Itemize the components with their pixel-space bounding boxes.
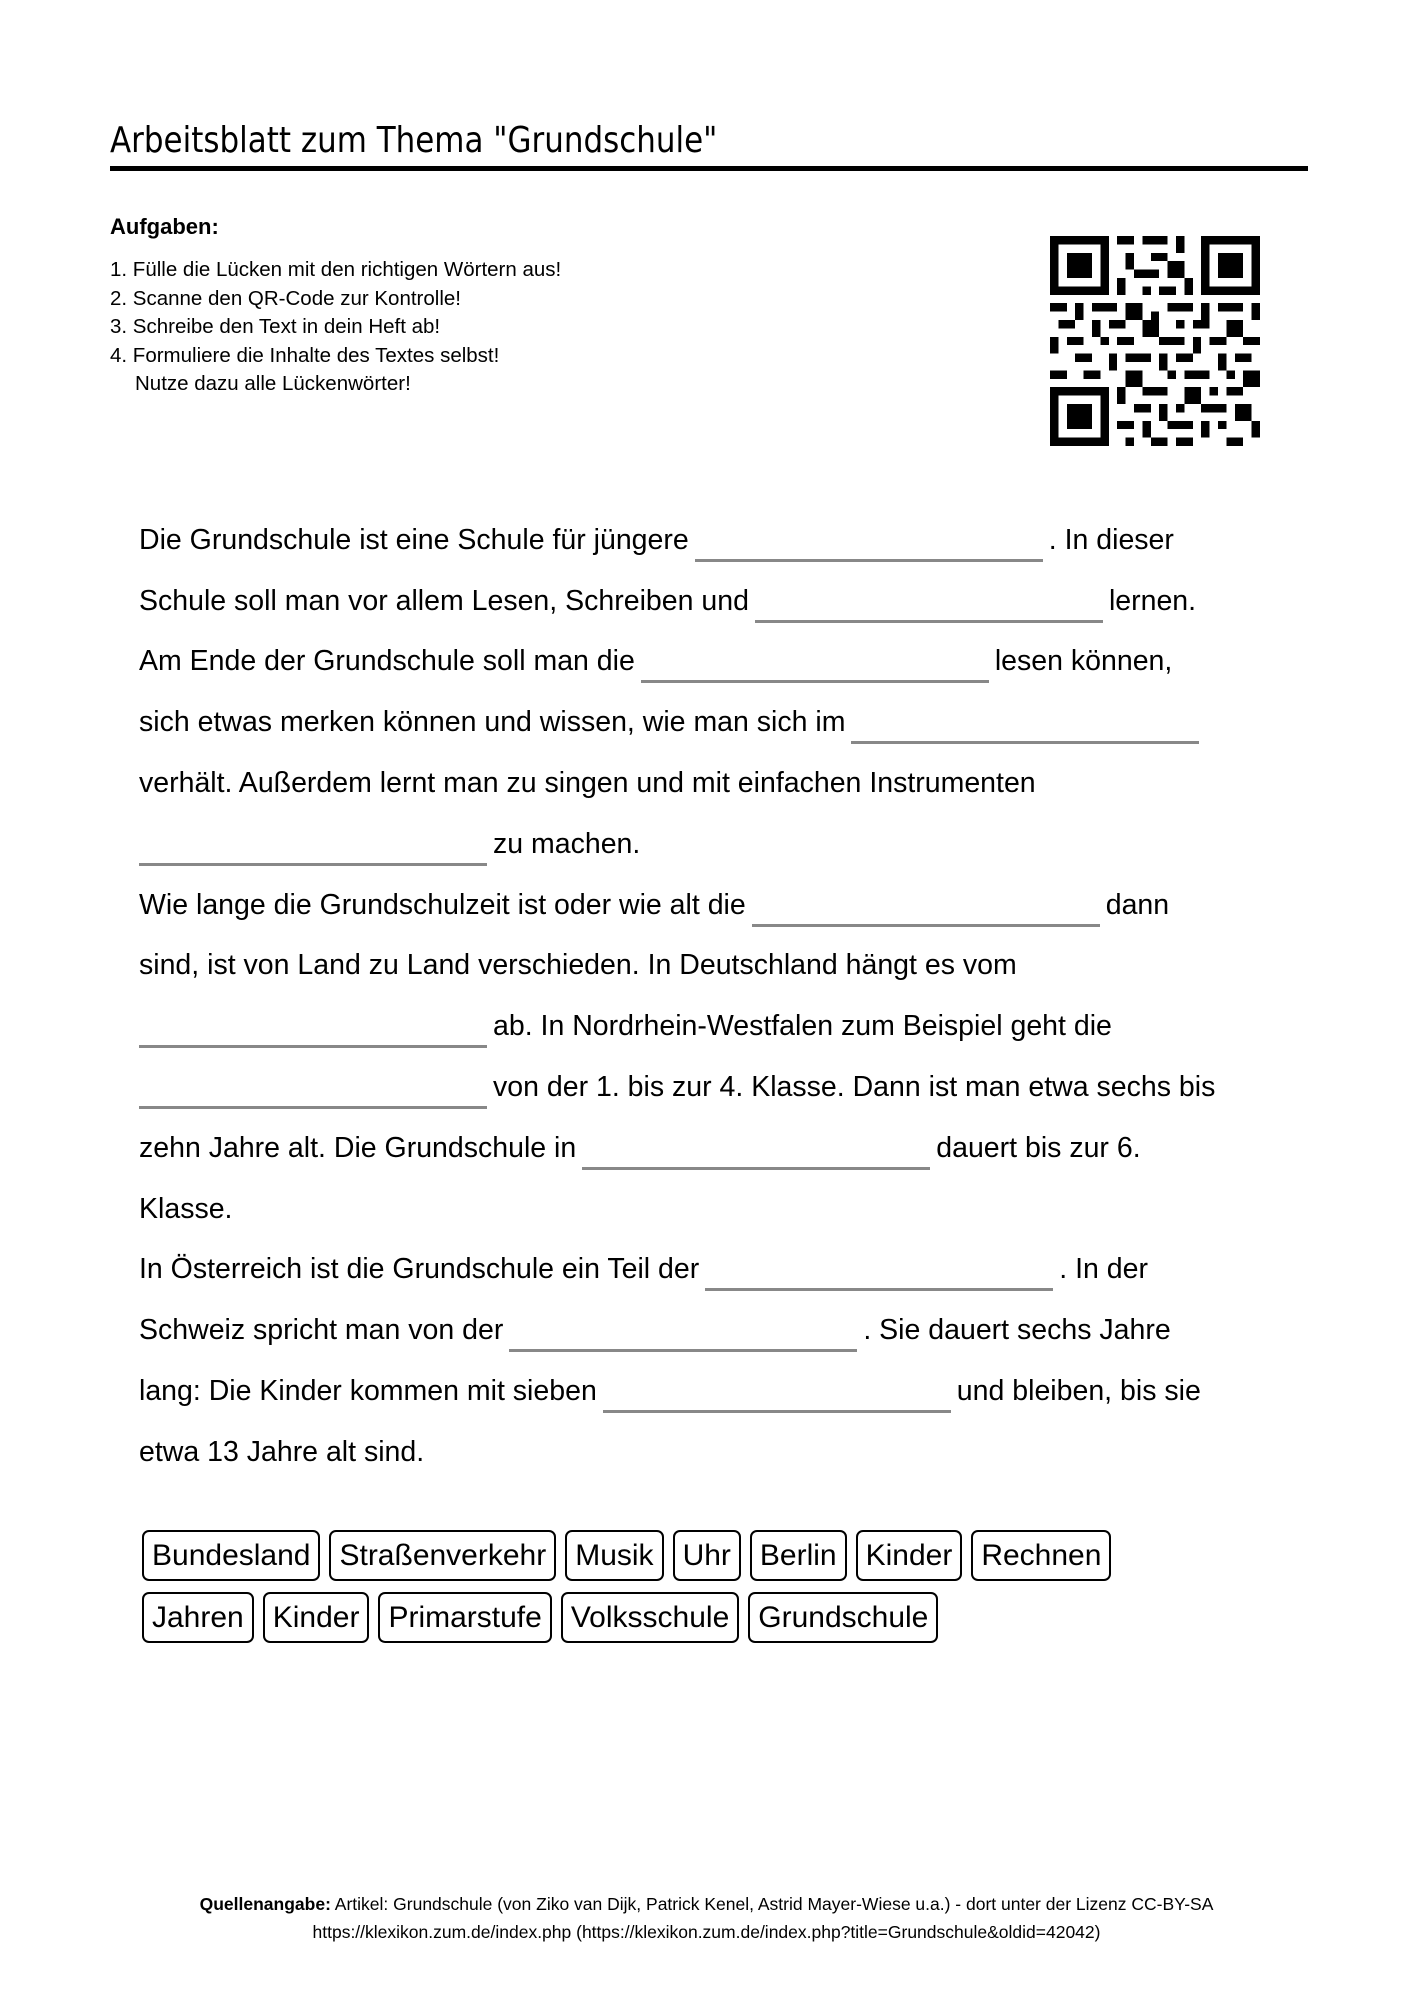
word-chip[interactable]: Kinder [856,1530,963,1581]
text-segment: Wie lange die Grundschulzeit ist oder wie alt die [139,888,746,921]
text-line [139,510,1299,571]
text-line [139,692,1299,753]
answer-gap[interactable] [851,741,1199,744]
answer-gap[interactable] [139,863,487,866]
answer-gap[interactable] [752,924,1100,927]
text-segment: Am Ende der Grundschule soll man die [139,645,635,678]
text-segment: und bleiben, bis sie [956,1375,1201,1408]
word-chip[interactable]: Berlin [750,1530,847,1581]
word-bank-row [142,1592,1262,1643]
text-segment: In Österreich ist die Grundschule ein Teil der [139,1253,700,1286]
text-segment: . In dieser [1048,523,1174,556]
text-line [139,1118,1299,1179]
text-segment: zu machen. [493,827,641,860]
text-line [139,814,1299,875]
source-url[interactable]: https://klexikon.zum.de/index.php (https://klexikon.zum.de/index.php?title=Grundschule&oldid=42042) [312,1922,1101,1942]
text-line [139,1179,1299,1240]
text-segment: lernen. [1108,584,1197,617]
answer-gap[interactable] [705,1288,1053,1291]
cloze-text [139,510,1299,1483]
text-segment: lesen können, [994,645,1173,678]
word-chip[interactable]: Rechnen [971,1530,1111,1581]
text-line [139,1361,1299,1422]
word-bank-row [142,1530,1262,1581]
text-line [139,1240,1299,1301]
word-chip[interactable]: Volksschule [561,1592,739,1643]
answer-gap[interactable] [755,620,1103,623]
task-item: 4. Formuliere die Inhalte des Textes selbst! [110,343,500,367]
text-line [139,753,1299,814]
text-segment: . In der [1059,1253,1148,1286]
text-segment: Die Grundschule ist eine Schule für jüngere [139,523,689,556]
text-line [139,1422,1299,1483]
answer-gap[interactable] [139,1106,487,1109]
task-item: 1. Fülle die Lücken mit den richtigen Wörtern aus! [110,258,562,281]
word-chip[interactable]: Straßenverkehr [329,1530,556,1581]
qr-code-icon[interactable] [1050,236,1260,446]
answer-gap[interactable] [509,1349,857,1352]
text-segment: Klasse. [139,1192,233,1225]
source-line-1 [110,1890,1303,1918]
text-line [139,996,1299,1057]
word-chip[interactable]: Primarstufe [378,1592,551,1643]
word-chip[interactable]: Grundschule [748,1592,938,1643]
text-line [139,632,1299,693]
answer-gap[interactable] [695,559,1043,562]
word-bank [142,1530,1262,1654]
text-segment: dann [1105,888,1170,921]
text-line [139,936,1299,997]
text-line [139,571,1299,632]
text-line [139,875,1299,936]
word-chip[interactable]: Musik [565,1530,663,1581]
title-divider [110,166,1308,171]
text-segment: von der 1. bis zur 4. Klasse. Dann ist man etwa sechs bis [493,1071,1216,1104]
text-segment: dauert bis zur 6. [936,1131,1141,1164]
source-label: Quellenangabe: [199,1894,331,1914]
word-chip[interactable]: Jahren [142,1592,254,1643]
text-segment: Schule soll man vor allem Lesen, Schreiben und [139,584,749,617]
answer-gap[interactable] [641,680,989,683]
answer-gap[interactable] [603,1410,951,1413]
text-segment: sich etwas merken können und wissen, wie man sich im [139,706,846,739]
answer-gap[interactable] [139,1045,487,1048]
text-segment: zehn Jahre alt. Die Grundschule in [139,1131,577,1164]
text-segment: lang: Die Kinder kommen mit sieben [139,1375,597,1408]
word-chip[interactable]: Bundesland [142,1530,320,1581]
task-item: Nutze dazu alle Lückenwörter! [135,372,411,395]
tasks-heading: Aufgaben: [110,214,219,239]
answer-gap[interactable] [582,1167,930,1170]
text-line [139,1057,1299,1118]
source-text: Artikel: Grundschule (von Ziko van Dijk, Patrick Kenel, Astrid Mayer-Wiese u.a.) - dort unter der Lizenz CC-BY-SA [330,1894,1214,1914]
word-chip[interactable]: Kinder [263,1592,370,1643]
text-segment: etwa 13 Jahre alt sind. [139,1435,425,1468]
task-list [110,256,561,399]
word-chip[interactable]: Uhr [673,1530,741,1581]
text-segment: verhält. Außerdem lernt man zu singen und mit einfachen Instrumenten [139,767,1036,800]
task-item: 2. Scanne den QR-Code zur Kontrolle! [110,286,461,310]
text-segment: . Sie dauert sechs Jahre [863,1314,1171,1347]
text-segment: ab. In Nordrhein-Westfalen zum Beispiel geht die [493,1010,1112,1043]
text-segment: sind, ist von Land zu Land verschieden. In Deutschland hängt es vom [139,949,1017,982]
page-title: Arbeitsblatt zum Thema "Grundschule" [110,120,718,161]
task-item: 3. Schreibe den Text in dein Heft ab! [110,315,441,338]
text-line [139,1300,1299,1361]
source-citation [110,1890,1303,1946]
text-segment: Schweiz spricht man von der [139,1314,504,1347]
